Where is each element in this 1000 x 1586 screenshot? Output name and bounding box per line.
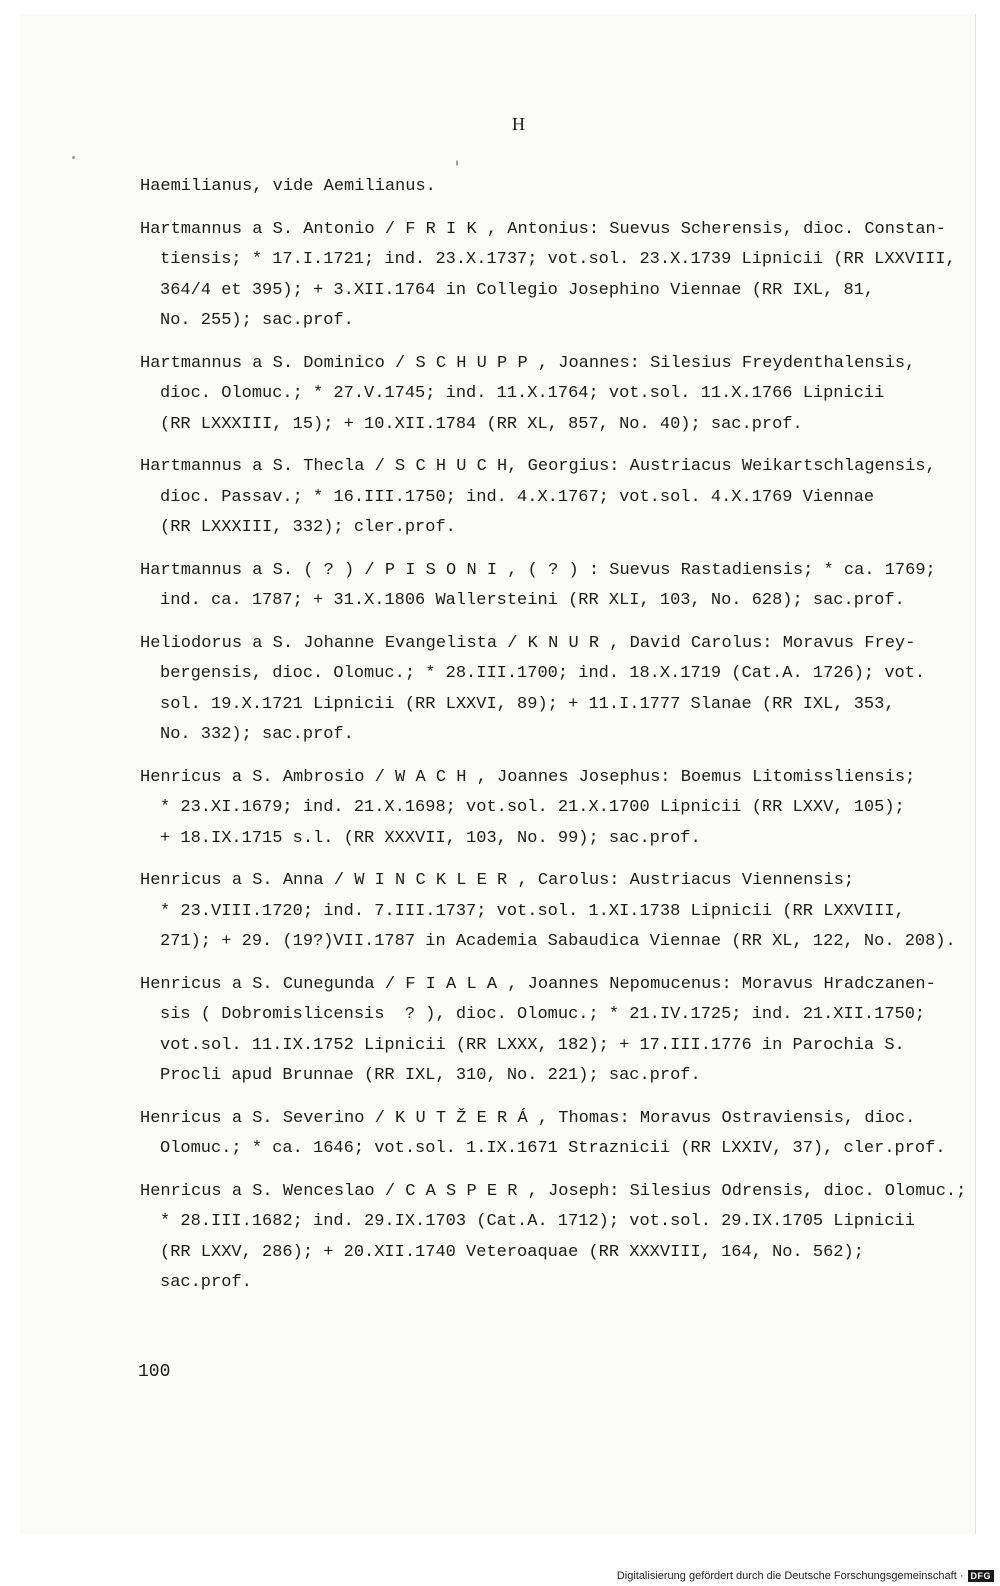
page-number: 100 — [138, 1362, 171, 1382]
biographical-entry — [140, 763, 970, 855]
entry-line: Hartmannus a S. Dominico / S C H U P P , Joannes: Silesius Freydenthalensis, — [140, 353, 916, 373]
entry-line: * 23.VIII.1720; ind. 7.III.1737; vot.sol. 1.XI.1738 Lipnicii (RR LXXVIII, — [160, 901, 905, 921]
biographical-entry — [140, 866, 970, 958]
entry-line: Henricus a S. Severino / K U T Ž E R Á , Thomas: Moravus Ostraviensis, dioc. — [140, 1108, 916, 1128]
entry-line: No. 255); sac.prof. — [160, 311, 354, 330]
entry-line: No. 332); sac.prof. — [160, 725, 354, 744]
footer-credit: Digitalisierung gefördert durch die Deutsche Forschungsgemeinschaft · — [616, 1570, 964, 1582]
entry-line: + 18.IX.1715 s.l. (RR XXXVII, 103, No. 99); sac.prof. — [160, 828, 701, 848]
biographical-entry — [140, 970, 970, 1092]
entry-line: (RR LXXXIII, 15); + 10.XII.1784 (RR XL, 857, No. 40); sac.prof. — [160, 414, 803, 434]
entry-line: 271); + 29. (19?)VII.1787 in Academia Sabaudica Viennae (RR XL, 122, No. 208). — [160, 932, 956, 951]
entry-line: Henricus a S. Anna / W I N C K L E R , Carolus: Austriacus Viennensis; — [140, 871, 855, 890]
biographical-entry — [140, 556, 970, 617]
entry-line: bergensis, dioc. Olomuc.; * 28.III.1700; ind. 18.X.1719 (Cat.A. 1726); vot. — [160, 664, 926, 683]
biographical-entry — [140, 1104, 970, 1165]
biographical-entry — [140, 452, 970, 544]
entry-line: dioc. Olomuc.; * 27.V.1745; ind. 11.X.1764; vot.sol. 11.X.1766 Lipnicii — [160, 384, 885, 403]
entry-line: Hartmannus a S. Antonio / F R I K , Antonius: Suevus Scherensis, dioc. Constan- — [140, 219, 946, 239]
digitization-footer — [617, 1570, 994, 1582]
entry-list — [140, 172, 970, 1311]
dfg-logo: DFG — [968, 1570, 995, 1582]
entry-line: Procli apud Brunnae (RR IXL, 310, No. 221); sac.prof. — [160, 1066, 701, 1085]
entry-line: * 28.III.1682; ind. 29.IX.1703 (Cat.A. 1712); vot.sol. 29.IX.1705 Lipnicii — [160, 1212, 915, 1231]
entry-line: Hartmannus a S. Thecla / S C H U C H, Georgius: Austriacus Weikartschlagensis, — [140, 457, 936, 476]
biographical-entry — [140, 215, 970, 337]
entry-line: Henricus a S. Ambrosio / W A C H , Joannes Josephus: Boemus Litomissliensis; — [140, 767, 916, 787]
entry-line: (RR LXXV, 286); + 20.XII.1740 Veteroaquae (RR XXXVIII, 164, No. 562); — [160, 1242, 864, 1262]
entry-line: dioc. Passav.; * 16.III.1750; ind. 4.X.1767; vot.sol. 4.X.1769 Viennae — [160, 487, 875, 507]
entry-line: 364/4 et 395); + 3.XII.1764 in Collegio Josephino Viennae (RR IXL, 81, — [160, 280, 875, 300]
entry-line: sis ( Dobromislicensis ? ), dioc. Olomuc.; * 21.IV.1725; ind. 21.XII.1750; — [160, 1005, 926, 1024]
scanned-page — [20, 14, 976, 1534]
entry-line: * 23.XI.1679; ind. 21.X.1698; vot.sol. 21.X.1700 Lipnicii (RR LXXV, 105); — [160, 798, 905, 817]
entry-line: (RR LXXXIII, 332); cler.prof. — [160, 518, 456, 537]
entry-line: Henricus a S. Wenceslao / C A S P E R , Joseph: Silesius Odrensis, dioc. Olomuc.; — [140, 1181, 967, 1201]
entry-line: tiensis; * 17.I.1721; ind. 23.X.1737; vot.sol. 23.X.1739 Lipnicii (RR LXXVIII, — [160, 250, 956, 269]
entry-line: sol. 19.X.1721 Lipnicii (RR LXXVI, 89); + 11.I.1777 Slanae (RR IXL, 353, — [160, 694, 895, 714]
entry-line: ind. ca. 1787; + 31.X.1806 Wallersteini (RR XLI, 103, No. 628); sac.prof. — [160, 591, 905, 610]
entry-line: Henricus a S. Cunegunda / F I A L A , Joannes Nepomucenus: Moravus Hradczanen- — [140, 974, 936, 994]
scan-speck — [72, 156, 75, 159]
entry-line: vot.sol. 11.IX.1752 Lipnicii (RR LXXX, 182); + 17.III.1776 in Parochia S. — [160, 1035, 905, 1055]
biographical-entry — [140, 349, 970, 441]
entry-line: Haemilianus, vide Aemilianus. — [140, 177, 436, 196]
biographical-entry — [140, 172, 970, 203]
entry-line: Heliodorus a S. Johanne Evangelista / K N U R , David Carolus: Moravus Frey- — [140, 633, 916, 653]
entry-line: Olomuc.; * ca. 1646; vot.sol. 1.IX.1671 Straznicii (RR LXXIV, 37), cler.prof. — [160, 1139, 946, 1158]
biographical-entry — [140, 1177, 970, 1299]
section-letter: H — [512, 114, 525, 134]
entry-line: sac.prof. — [160, 1273, 252, 1292]
scan-speck — [456, 160, 458, 166]
entry-line: Hartmannus a S. ( ? ) / P I S O N I , ( ? ) : Suevus Rastadiensis; * ca. 1769; — [140, 560, 936, 580]
biographical-entry — [140, 629, 970, 751]
